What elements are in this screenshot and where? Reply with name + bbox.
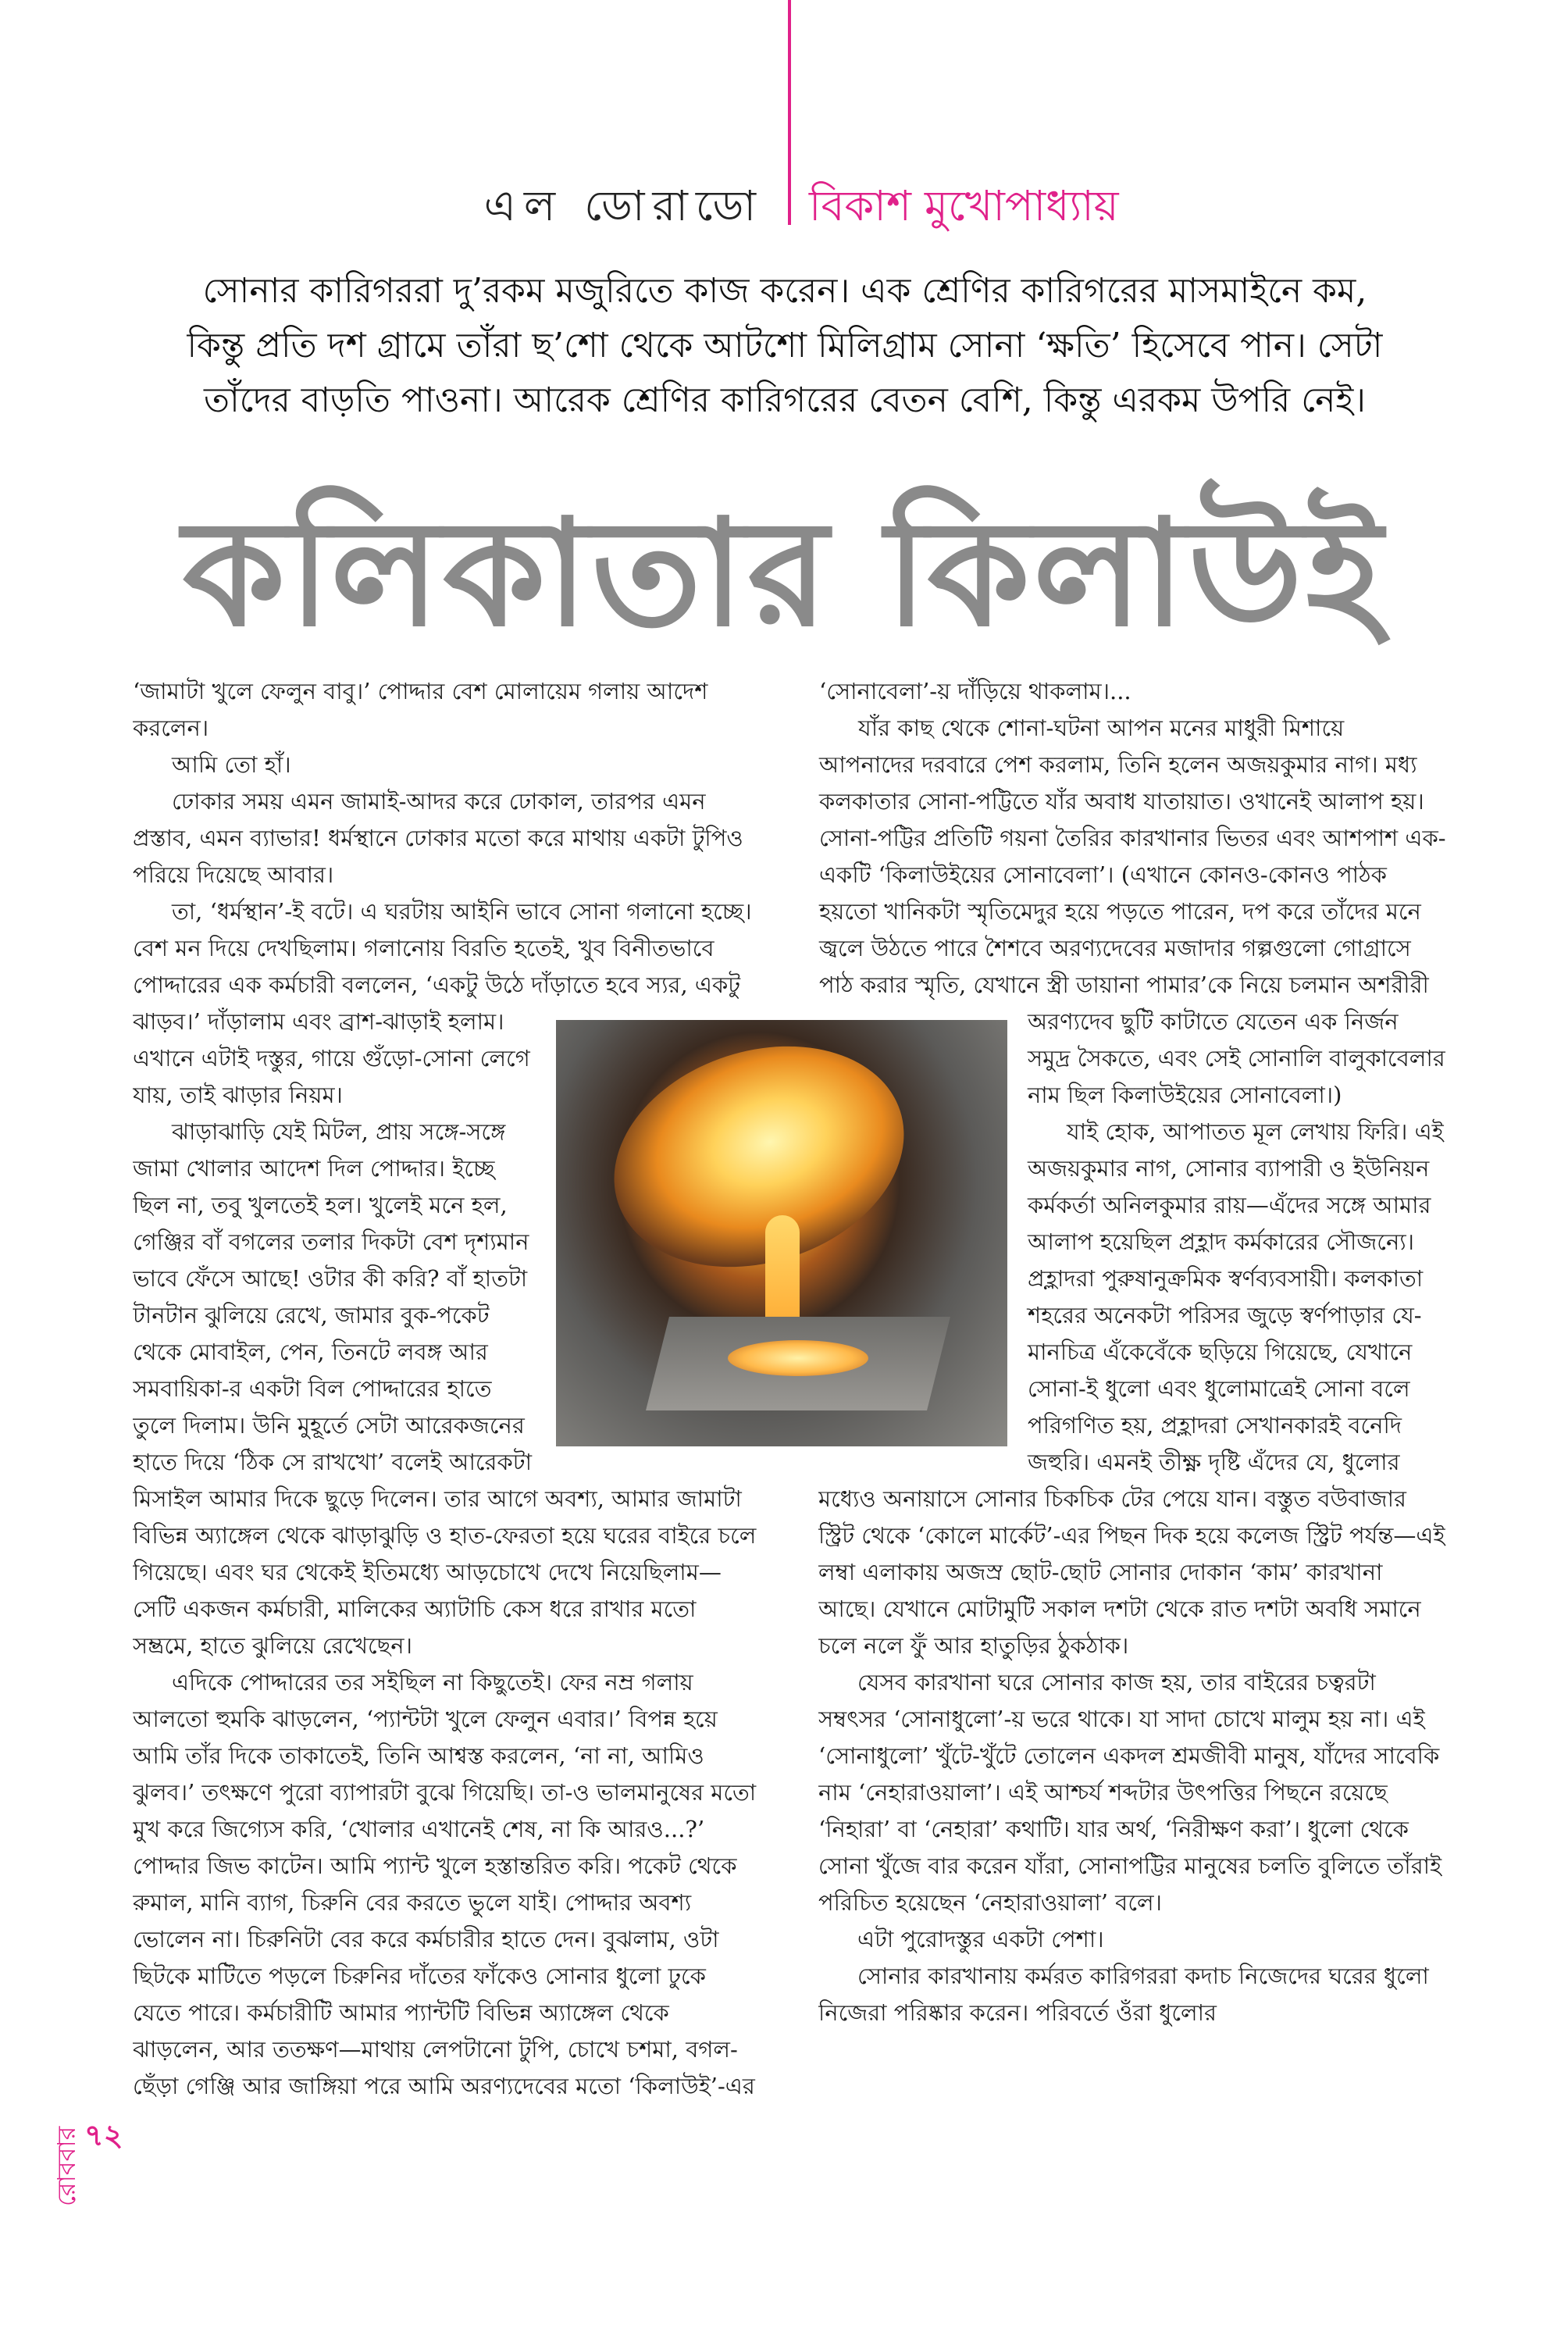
right-column [818,673,1446,2243]
paragraph: সোনার কারখানায় কর্মরত কারিগররা কদাচ নিজেদের ঘরের ধুলো নিজেরা পরিষ্কার করেন। পরিবর্তে ওঁরা ধুলোর [818,1963,1429,2026]
paragraph: ‘জামাটা খুলে ফেলুন বাবু।’ পোদ্দার বেশ মোলায়েম গলায় আদেশ করলেন। [133,678,708,741]
page-number: ৭২ [84,2118,123,2152]
section-name: এল ডোরাডো [483,181,764,230]
left-column [133,673,761,2243]
intro-paragraph: সোনার কারিগররা দু’রকম মজুরিতে কাজ করেন। এক শ্রেণির কারিগরের মাসমাইনে কম, কিন্তু প্রতি দশ গ্রামে তাঁরা ছ’শো থেকে আটশো মিলিগ্রাম সোনা ‘ক্ষতি’ হিসেবে পান। সেটা তাঁদের বাড়তি পাওনা। আরেক শ্রেণির কারিগরের বেতন বেশি, কিন্তু এরকম উপরি নেই। [187,271,1383,420]
article-header [0,173,1568,244]
paragraph: যাই হোক, আপাতত মূল লেখায় ফিরি। এই অজয়কুমার নাগ, সোনার ব্যাপারী ও ইউনিয়ন কর্মকর্তা অনিলকুমার রায়—এঁদের সঙ্গে আমার আলাপ হয়েছিল প্রহ্লাদ কর্মকারের সৌজন্যে। প্রহ্লাদরা পুরুষানুক্রমিক স্বর্ণব্যবসায়ী। কলকাতা শহরের অনেকটা পরিসর জুড়ে স্বর্ণপাড়ার যে-মানচিত্র এঁকেবেঁকে ছড়িয়ে গিয়েছে, যেখানে সোনা-ই ধুলো এবং ধুলোমাত্রেই সোনা বলে পরিগণিত হয়, প্রহ্লাদরা সেখানকারই বনেদি জহুরি। এমনই তীক্ষ্ণ দৃষ্টি এঁদের যে, ধুলোর মধ্যেও অনায়াসে সোনার চিকচিক টের পেয়ে যান। বস্তুত বউবাজার স্ট্রিট থেকে ‘কোলে মার্কেট’-এর পিছন দিক হয়ে কলেজ স্ট্রিট পর্যন্ত—এই লম্বা এলাকায় অজস্র ছোট-ছোট সোনার দোকান ‘কাম’ কারখানা আছে। যেখানে মোটামুটি সকাল দশটা থেকে রাত দশটা অবধি সমানে চলে নলে ফুঁ আর হাতুড়ির ঠুকঠাক। [818,1118,1445,1659]
article-title: কলিকাতার কিলাউই [182,488,1386,659]
paragraph: আমি তো হাঁ। [172,751,291,778]
paragraph: যাঁর কাছ থেকে শোনা-ঘটনা আপন মনের মাধুরী মিশায়ে আপনাদের দরবারে পেশ করলাম, তিনি হলেন অজয়কুমার নাগ। মধ্য কলকাতার সোনা-পট্টিতে যাঁর অবাধ যাতায়াত। ওখানেই আলাপ হয়। সোনা-পট্টির প্রতিটি গয়না তৈরির কারখানার ভিতর এবং আশপাশ এক-একটি ‘কিলাউইয়ের সোনাবেলা’। (এখানে কোনও-কোনও পাঠক হয়তো খানিকটা স্মৃতিমেদুর হয়ে পড়তে পারেন, দপ করে তাঁদের মনে জ্বলে উঠতে পারে শৈশবে অরণ্যদেবের মজাদার গল্পগুলো গোগ্রাসে পাঠ করার স্মৃতি, যেখানে স্ত্রী ডায়ানা পামার’কে নিয়ে চলমান অশরীরী অরণ্যদেব ছুটি কাটাতে যেতেন এক নির্জন সমুদ্র সৈকতে, এবং সেই সোনালি বালুকাবেলার নাম ছিল কিলাউইয়ের সোনাবেলা।) [819,715,1446,1108]
paragraph: ঢোকার সময় এমন জামাই-আদর করে ঢোকাল, তারপর এমন প্রস্তাব, এমন ব্যাভার! ধর্মস্থানে ঢোকার মতো করে মাথায় একটা টুপিও পরিয়ে দিয়েছে আবার। [133,788,743,888]
molten-pool-shape [728,1340,868,1376]
crucible-shape [586,1020,933,1303]
paragraph: যেসব কারখানা ঘরে সোনার কাজ হয়, তার বাইরের চত্বরটা সম্বৎসর ‘সোনাধুলো’-য় ভরে থাকে। যা সাদা চোখে মালুম হয় না। এই ‘সোনাধুলো’ খুঁটে-খুঁটে তোলেন একদল শ্রমজীবী মানুষ, যাঁদের সাবেকি নাম ‘নেহারাওয়ালা’। এই আশ্চর্য শব্দটার উৎপত্তির পিছনে রয়েছে ‘নিহারা’ বা ‘নেহারা’ কথাটি। যার অর্থ, ‘নিরীক্ষণ করা’। ধুলো থেকে সোনা খুঁজে বার করেন যাঁরা, সোনাপট্টির মানুষের চলতি বুলিতে তাঁরাই পরিচিত হয়েছেন ‘নেহারাওয়ালা’ বলে। [818,1669,1442,1916]
paragraph: ঝাড়াঝাড়ি যেই মিটল, প্রায় সঙ্গে-সঙ্গে জামা খোলার আদেশ দিল পোদ্দার। ইচ্ছে ছিল না, তবু খুলতেই হল। খুলেই মনে হল, গেঞ্জির বাঁ বগলের তলার দিকটা বেশ দৃশ্যমান ভাবে ফেঁসে আছে! ওটার কী করি? বাঁ হাতটা টানটান ঝুলিয়ে রেখে, জামার বুক-পকেট থেকে মোবাইল, পেন, তিনটে লবঙ্গ আর সমবায়িকা-র একটা বিল পোদ্দারের হাতে তুলে দিলাম। উনি মুহূর্তে সেটা আরেকজনের হাতে দিয়ে ‘ঠিক সে রাখখো’ বলেই আরেকটা মিসাইল আমার দিকে ছুড়ে দিলেন। তার আগে অবশ্য, আমার জামাটা বিভিন্ন অ্যাঙ্গেল থেকে ঝাড়াঝুড়ি ও হাত-ফেরতা হয়ে ঘরের বাইরে চলে গিয়েছে। এবং ঘর থেকেই ইতিমধ্যে আড়চোখে দেখে নিয়েছিলাম—সেটি একজন কর্মচারী, মালিকের অ্যাটাচি কেস ধরে রাখার মতো সম্ভ্রমে, হাতে ঝুলিয়ে রেখেছেন। [133,1118,757,1659]
molten-gold-photo [556,1020,1007,1446]
magazine-name: রোববার [52,2126,81,2206]
author-name: বিকাশ মুখোপাধ্যায় [809,181,1119,230]
paragraph: ‘সোনাবেলা’-য় দাঁড়িয়ে থাকলাম।... [819,678,1131,704]
paragraph: এটা পুরোদস্তুর একটা পেশা। [857,1926,1104,1952]
paragraph: তা, ‘ধর্মস্থান’-ই বটে। এ ঘরটায় আইনি ভাবে সোনা গলানো হচ্ছে। বেশ মন দিয়ে দেখছিলাম। গলানোয় বিরতি হতেই, খুব বিনীতভাবে পোদ্দারের এক কর্মচারী বললেন, ‘একটু উঠে দাঁড়াতে হবে স্যর, একটু ঝাড়ব।’ দাঁড়ালাম এবং ব্রাশ-ঝাড়াই হলাম। এখানে এটাই দস্তুর, গায়ে গুঁড়ো-সোনা লেগে যায়, তাই ঝাড়ার নিয়ম। [133,898,752,1108]
paragraph: এদিকে পোদ্দারের তর সইছিল না কিছুতেই। ফের নম্র গলায় আলতো হুমকি ঝাড়লেন, ‘প্যান্টটা খুলে ফেলুন এবার।’ বিপন্ন হয়ে আমি তাঁর দিকে তাকাতেই, তিনি আশ্বস্ত করলেন, ‘না না, আমিও ঝুলব।’ তৎক্ষণে পুরো ব্যাপারটা বুঝে গিয়েছি। তা-ও ভালমানুষের মতো মুখ করে জিগ্যেস করি, ‘খোলার এখানেই শেষ, না কি আরও...?’ পোদ্দার জিভ কাটেন। আমি প্যান্ট খুলে হস্তান্তরিত করি। পকেট থেকে রুমাল, মানি ব্যাগ, চিরুনি বের করতে ভুলে যাই। পোদ্দার অবশ্য ভোলেন না। চিরুনিটা বের করে কর্মচারীর হাতে দেন। বুঝলাম, ওটা ছিটকে মাটিতে পড়লে চিরুনির দাঁতের ফাঁকেও সোনার ধুলো ঢুকে যেতে পারে। কর্মচারীটি আমার প্যান্টটি বিভিন্ন অ্যাঙ্গেল থেকে ঝাড়লেন, আর ততক্ষণ—মাথায় লেপটানো টুপি, চোখে চশমা, বগল-ছেঁড়া গেঞ্জি আর জাঙ্গিয়া পরে আমি অরণ্যদেবের মতো ‘কিলাউই’-এর [133,1669,757,2099]
